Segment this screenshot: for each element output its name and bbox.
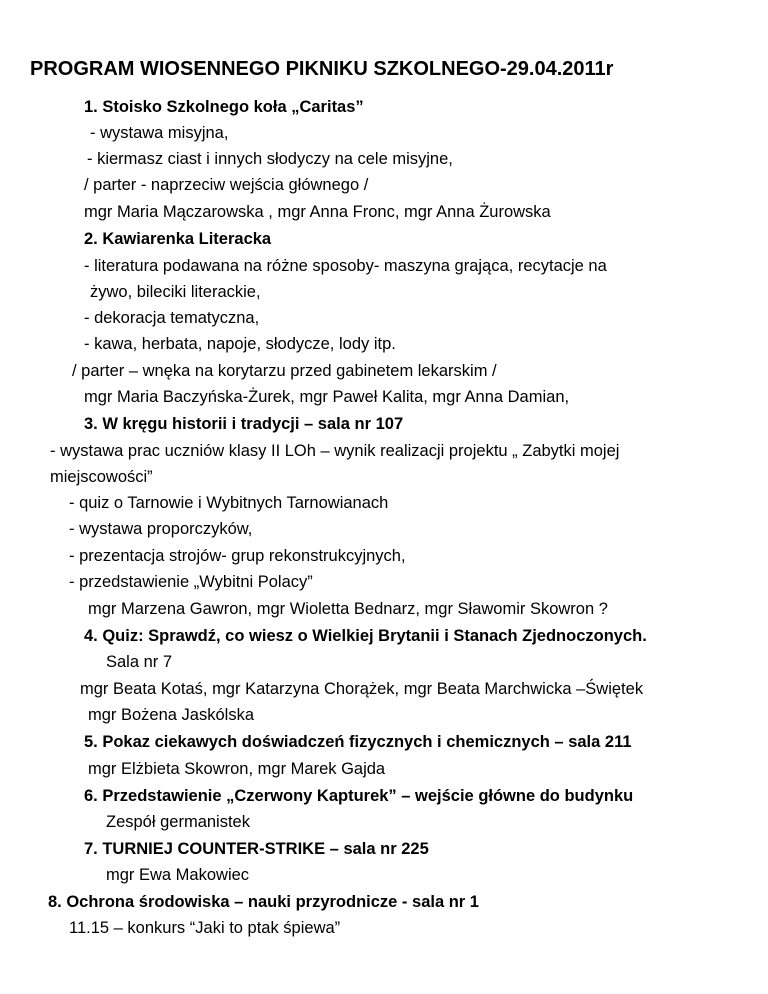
item-4-staff: mgr Bożena Jaskólska bbox=[88, 706, 254, 724]
item-1-detail: - wystawa misyjna, bbox=[90, 124, 229, 142]
item-7-staff: mgr Ewa Makowiec bbox=[106, 866, 250, 884]
item-2-detail: - kawa, herbata, napoje, słodycze, lody itp. bbox=[84, 335, 396, 353]
item-2-heading: 2. Kawiarenka Literacka bbox=[84, 230, 272, 248]
item-1-detail: - kiermasz ciast i innych słodyczy na cele misyjne, bbox=[87, 150, 453, 168]
item-2-detail: żywo, bileciki literackie, bbox=[90, 283, 261, 301]
item-4-location: Sala nr 7 bbox=[106, 653, 173, 671]
item-3-staff: mgr Marzena Gawron, mgr Wioletta Bednarz, mgr Sławomir Skowron ? bbox=[88, 600, 608, 618]
item-3-detail: - wystawa proporczyków, bbox=[69, 520, 253, 538]
item-8-detail: 11.15 – konkurs “Jaki to ptak śpiewa” bbox=[69, 919, 341, 937]
item-2-detail: - literatura podawana na różne sposoby- maszyna grająca, recytacje na bbox=[84, 257, 607, 275]
item-3-detail: - quiz o Tarnowie i Wybitnych Tarnowianach bbox=[69, 494, 389, 512]
item-3-detail: miejscowości” bbox=[50, 468, 153, 486]
item-2-location: / parter – wnęka na korytarzu przed gabinetem lekarskim / bbox=[72, 362, 497, 380]
item-4-staff: mgr Beata Kotaś, mgr Katarzyna Chorążek, mgr Beata Marchwicka –Świętek bbox=[80, 680, 644, 698]
item-5-heading: 5. Pokaz ciekawych doświadczeń fizycznych i chemicznych – sala 211 bbox=[84, 733, 632, 751]
document-title: PROGRAM WIOSENNEGO PIKNIKU SZKOLNEGO-29.04.2011r bbox=[30, 58, 614, 80]
item-6-heading: 6. Przedstawienie „Czerwony Kapturek” – wejście główne do budynku bbox=[84, 787, 634, 805]
item-4-heading: 4. Quiz: Sprawdź, co wiesz o Wielkiej Brytanii i Stanach Zjednoczonych. bbox=[84, 627, 647, 645]
item-3-heading: 3. W kręgu historii i tradycji – sala nr 107 bbox=[84, 415, 404, 433]
item-3-detail: - przedstawienie „Wybitni Polacy” bbox=[69, 573, 313, 591]
item-3-detail: - prezentacja strojów- grup rekonstrukcyjnych, bbox=[69, 547, 406, 565]
item-2-detail: - dekoracja tematyczna, bbox=[84, 309, 260, 327]
item-1-heading: 1. Stoisko Szkolnego koła „Caritas” bbox=[84, 98, 364, 116]
item-1-location: / parter - naprzeciw wejścia głównego / bbox=[84, 176, 369, 194]
item-7-heading: 7. TURNIEJ COUNTER-STRIKE – sala nr 225 bbox=[84, 840, 429, 858]
item-5-staff: mgr Elżbieta Skowron, mgr Marek Gajda bbox=[88, 760, 386, 778]
item-3-detail: - wystawa prac uczniów klasy II LOh – wynik realizacji projektu „ Zabytki mojej bbox=[50, 442, 620, 460]
item-2-staff: mgr Maria Baczyńska-Żurek, mgr Paweł Kalita, mgr Anna Damian, bbox=[84, 388, 570, 406]
item-8-heading: 8. Ochrona środowiska – nauki przyrodnicze - sala nr 1 bbox=[48, 893, 479, 911]
item-1-staff: mgr Maria Mączarowska , mgr Anna Fronc, mgr Anna Żurowska bbox=[84, 203, 551, 221]
item-6-staff: Zespół germanistek bbox=[106, 813, 250, 831]
